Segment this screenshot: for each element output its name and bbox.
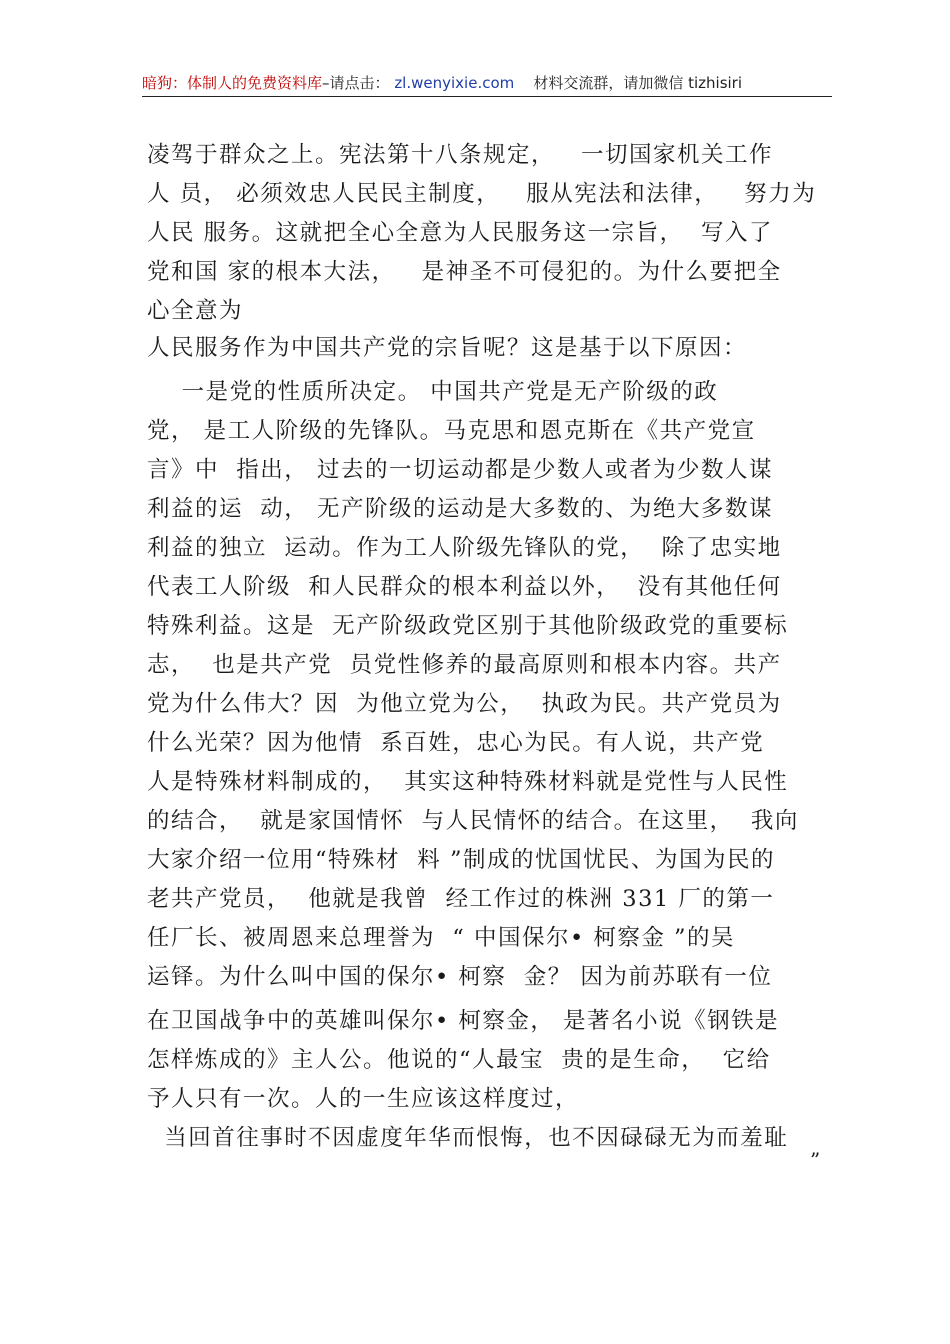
text-line: 当回首往事时不因虚度年华而恨悔，也不因碌碌无为而羞耻 xyxy=(147,1125,789,1151)
text-line: 运铎。为什么叫中国的保尔• 柯察 金？ 因为前苏联有一位 xyxy=(147,964,773,990)
text-line: 党为什么伟大？因 为他立党为公， 执政为民。共产党员为 xyxy=(147,691,782,717)
text-line: 人是特殊材料制成的， 其实这种特殊材料就是党性与人民性 xyxy=(147,769,789,795)
header-url-link[interactable]: zl.wenyixie.com xyxy=(394,74,515,92)
text-line: 利益的独立 运动。作为工人阶级先锋队的党， 除了忠实地 xyxy=(147,535,782,561)
text-line: 利益的运 动， 无产阶级的运动是大多数的、为绝大多数谋 xyxy=(147,496,773,522)
text-line: 一是党的性质所决定。 中国共产党是无产阶级的政 xyxy=(147,379,719,405)
text-line: 党和国 家的根本大法， 是神圣不可侵犯的。为什么要把全 xyxy=(147,259,782,285)
text-line: 人民 服务。这就把全心全意为人民服务这一宗旨， 写入了 xyxy=(147,220,773,246)
text-line: 志， 也是共产党 员党性修养的最高原则和根本内容。共产 xyxy=(147,652,782,678)
header-site-name: 暗狗：体制人的免费资料库 xyxy=(142,74,323,92)
text-line: 怎样炼成的》主人公。他说的“人最宝 贵的是生命， 它给 xyxy=(147,1047,771,1073)
text-line: 的结合， 就是家国情怀 与人民情怀的结合。在这里， 我向 xyxy=(147,808,799,834)
text-line: 言》中 指出， 过去的一切运动都是少数人或者为少数人谋 xyxy=(147,457,773,483)
header-prompt: –请点击： xyxy=(322,74,390,92)
text-line: 心全意为 xyxy=(147,298,244,324)
text-line: 老共产党员， 他就是我曾 经工作过的株洲 331 厂的第一 xyxy=(147,886,775,912)
text-line: 党， 是工人阶级的先锋队。马克思和恩克斯在《共产党宣 xyxy=(147,418,756,444)
text-line: 人民服务作为中国共产党的宗旨呢？这是基于以下原因： xyxy=(147,335,748,361)
text-line: 人 员， 必须效忠人民民主制度， 服从宪法和法律， 努力为 xyxy=(147,181,817,207)
text-line: 什么光荣？因为他情 系百姓，忠心为民。有人说，共产党 xyxy=(147,730,765,756)
text-line: 任厂长、被周恩来总理誉为 “ 中国保尔• 柯察金 ”的吴 xyxy=(147,925,736,951)
text-line: 代表工人阶级 和人民群众的根本利益以外， 没有其他任何 xyxy=(147,574,782,600)
text-line: 凌驾于群众之上。宪法第十八条规定， 一切国家机关工作 xyxy=(147,142,773,168)
text-line: 大家介绍一位用“特殊材 料 ”制成的忧国忧民、为国为民的 xyxy=(147,847,775,873)
text-line: 特殊利益。这是 无产阶级政党区别于其他阶级政党的重要标 xyxy=(147,613,789,639)
text-line: 予人只有一次。人的一生应该这样度过， xyxy=(147,1086,580,1112)
page-header xyxy=(142,72,832,97)
closing-quote: ” xyxy=(810,1148,821,1172)
text-line: 在卫国战争中的英雄叫保尔• 柯察金， 是著名小说《钢铁是 xyxy=(147,1008,780,1034)
header-contact: 材料交流群，请加微信 tizhisiri xyxy=(533,74,743,92)
